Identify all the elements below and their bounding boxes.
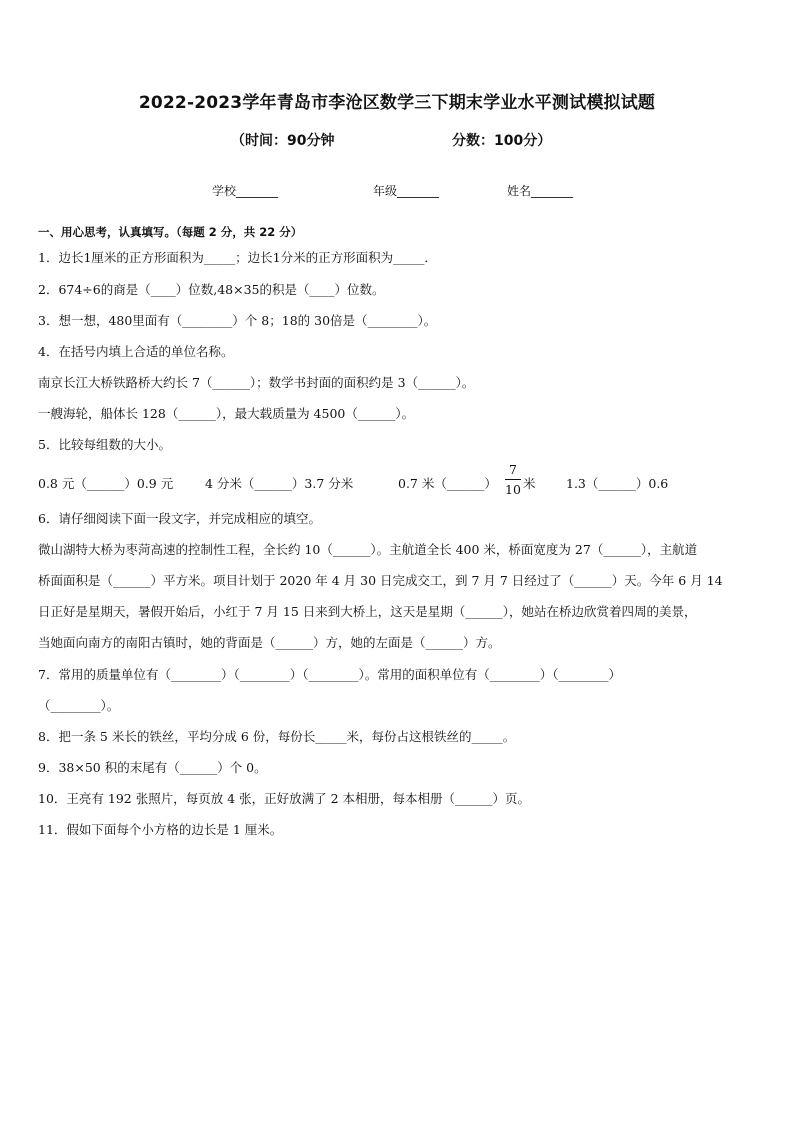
question-5-item-d: 1.3（______）0.6: [566, 476, 669, 491]
name-field: 姓名_______: [507, 184, 574, 198]
exam-time: （时间：90分钟: [231, 133, 335, 149]
question-7-line-b: （________）。: [38, 698, 120, 713]
question-9: 9．38×50 积的末尾有（______）个 0。: [38, 760, 267, 775]
fraction-denominator: 10: [505, 482, 521, 497]
fraction-bar: [505, 479, 521, 480]
question-3: 3．想一想，480里面有（________）个 8；18的 30倍是（________）。: [38, 313, 437, 328]
question-8: 8．把一条 5 米长的铁丝，平均分成 6 份，每份长_____米，每份占这根铁丝的_____。: [38, 729, 516, 744]
question-6: 6．请仔细阅读下面一段文字，并完成相应的填空。: [38, 511, 321, 526]
question-11: 11．假如下面每个小方格的边长是 1 厘米。: [38, 822, 283, 837]
question-5-item-a: 0.8 元（______）0.9 元: [38, 476, 174, 491]
question-4-line-a: 南京长江大桥铁路桥大约长 7（______）；数学书封面的面积约是 3（______）。: [38, 375, 475, 390]
question-6-line-b: 桥面面积是（______）平方米。项目计划于 2020 年 4 月 30 日完成交工，到 7 月 7 日经过了（______）天。今年 6 月 14: [38, 573, 723, 588]
question-4: 4．在括号内填上合适的单位名称。: [38, 344, 234, 359]
question-6-line-a: 微山湖特大桥为枣菏高速的控制性工程，全长约 10（______）。主航道全长 400 米，桥面宽度为 27（______），主航道: [38, 542, 698, 557]
question-5-item-b: 4 分米（______）3.7 分米: [205, 476, 354, 491]
fraction-numerator: 7: [509, 462, 517, 477]
page-title: 2022-2023学年青岛市李沧区数学三下期末学业水平测试模拟试题: [138, 93, 656, 113]
question-5-item-c-unit: 米: [523, 476, 536, 491]
question-10: 10．王亮有 192 张照片，每页放 4 张，正好放满了 2 本相册，每本相册（______）页。: [38, 791, 531, 806]
section-heading: 一、用心思考，认真填写。（每题 2 分，共 22 分）: [38, 225, 303, 239]
question-5-item-c: 0.7 米（______）: [398, 476, 497, 491]
question-4-line-b: 一艘海轮，船体长 128（______），最大载质量为 4500（______）。: [38, 406, 415, 421]
question-6-line-c: 日正好是星期天，暑假开始后，小红于 7 月 15 日来到大桥上，这天是星期（______），她站在桥边欣赏着四周的美景，: [38, 604, 697, 619]
grade-field: 年级_______: [373, 184, 440, 198]
question-6-line-d: 当她面向南方的南阳古镇时，她的背面是（______）方，她的左面是（______）方。: [38, 635, 501, 650]
question-1: 1．边长1厘米的正方形面积为_____；边长1分米的正方形面积为_____．: [38, 250, 437, 265]
question-2: 2．674÷6的商是（____）位数,48×35的积是（____）位数。: [38, 282, 385, 297]
fraction-seven-tenths: [505, 462, 521, 497]
question-5: 5．比较每组数的大小。: [38, 437, 171, 452]
school-field: 学校_______: [212, 184, 279, 198]
exam-score: 分数：100分）: [452, 133, 552, 149]
question-7: 7．常用的质量单位有（________）（________）（________）。常用的面积单位有（________）（________）: [38, 667, 621, 682]
